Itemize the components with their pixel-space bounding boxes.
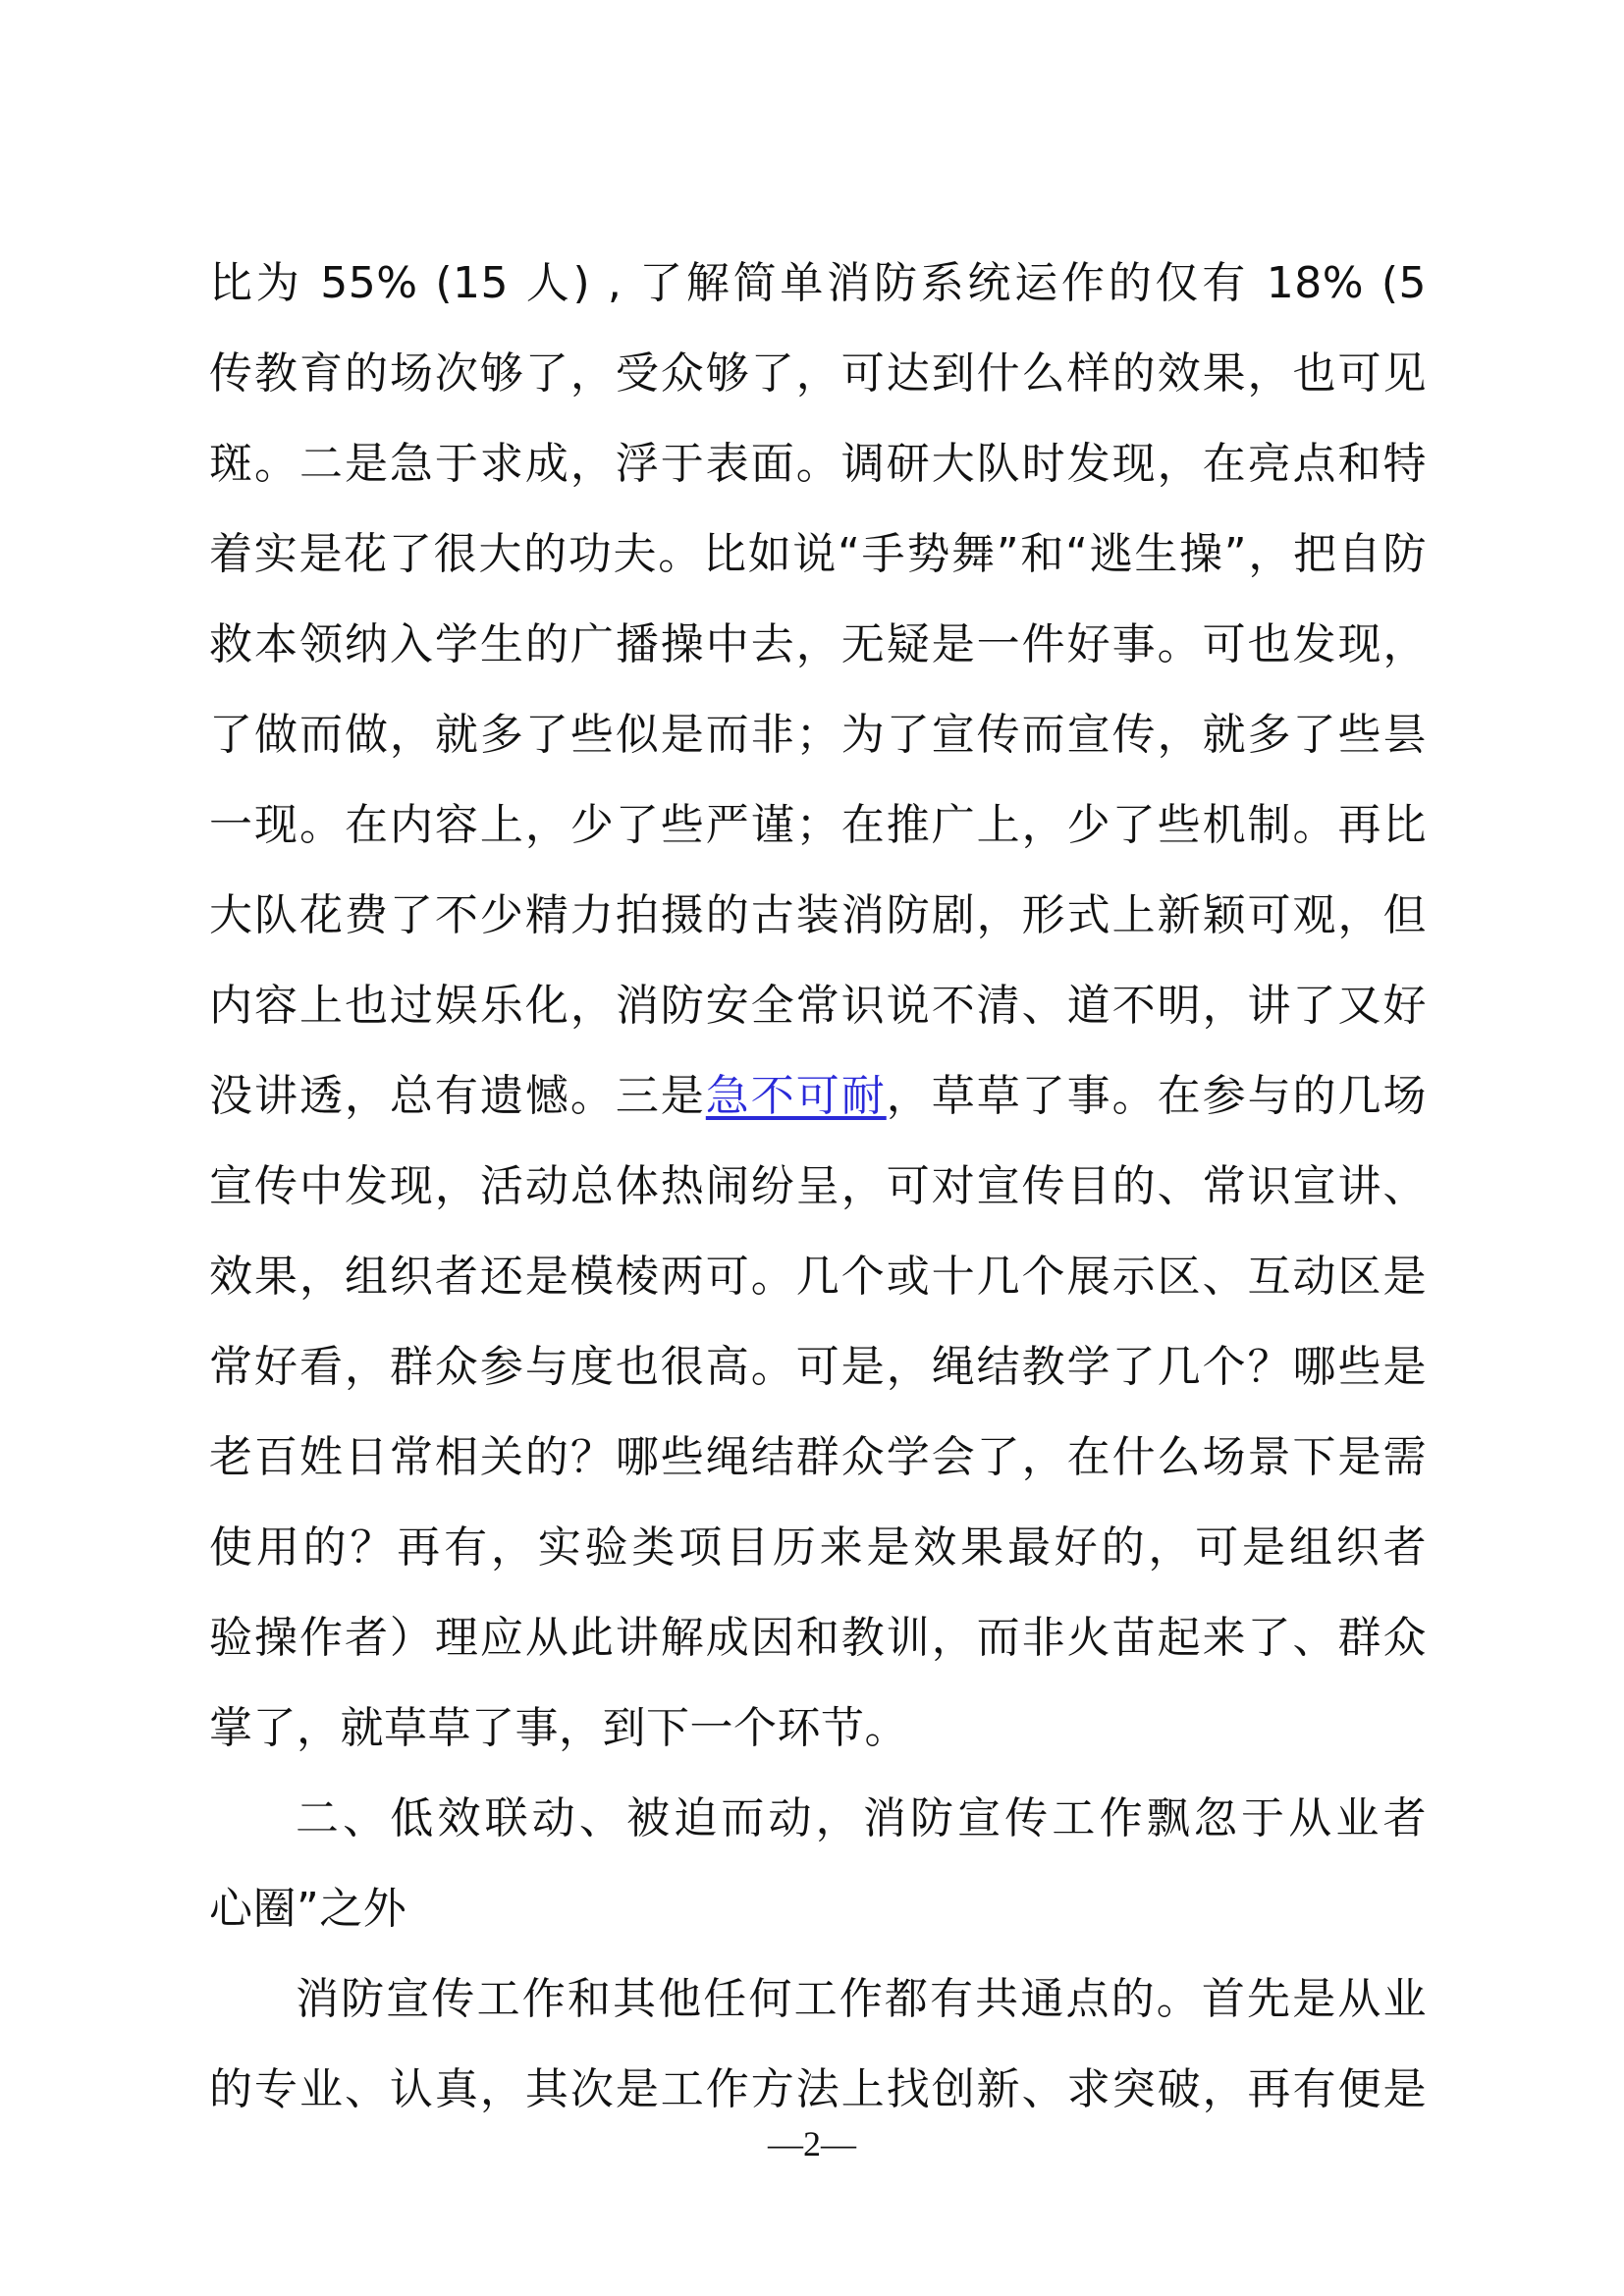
page-number: —2— xyxy=(768,2124,856,2163)
text-line: 常好看，群众参与度也很高。可是，绳结教学了几个？哪些是 xyxy=(209,1342,1427,1392)
idiom-link[interactable]: 急不可耐 xyxy=(705,1071,887,1121)
text-line: 传教育的场次够了，受众够了，可达到什么样的效果，也可见 xyxy=(209,348,1427,399)
text-line: 一现。在内容上，少了些严谨；在推广上，少了些机制。再比 xyxy=(209,800,1427,850)
text-line: 的专业、认真，其次是工作方法上找创新、求突破，再有便是 xyxy=(209,2064,1427,2114)
text-line: 验操作者）理应从此讲解成因和教训，而非火苗起来了、群众 xyxy=(209,1613,1427,1663)
text-line: 宣传中发现，活动总体热闹纷呈，可对宣传目的、常识宣讲、 xyxy=(209,1161,1427,1211)
text-line: 掌了，就草草了事，到下一个环节。 xyxy=(209,1703,908,1753)
section-heading-line: 二、低效联动、被迫而动，消防宣传工作飘忽于从业者 xyxy=(296,1793,1427,1843)
text-segment: ，草草了事。在参与的几场 xyxy=(886,1071,1427,1121)
text-segment: 没讲透，总有遗憾。三是 xyxy=(209,1071,706,1121)
document-body xyxy=(209,239,1427,2135)
text-line: 了做而做，就多了些似是而非；为了宣传而宣传，就多了些昙 xyxy=(209,710,1427,760)
text-line: 使用的？再有，实验类项目历来是效果最好的，可是组织者 xyxy=(209,1522,1427,1573)
text-line: 大队花费了不少精力拍摄的古装消防剧，形式上新颖可观，但 xyxy=(209,890,1427,940)
section-heading-line: 心圈”之外 xyxy=(209,1884,407,1934)
text-line: 比为 55% (15 人) , 了解简单消防系统运作的仅有 18% (5 xyxy=(209,258,1427,308)
text-line: 老百姓日常相关的？哪些绳结群众学会了，在什么场景下是需 xyxy=(209,1432,1427,1482)
text-line: 斑。二是急于求成，浮于表面。调研大队时发现，在亮点和特 xyxy=(209,439,1427,489)
text-line: 效果，组织者还是模棱两可。几个或十几个展示区、互动区是 xyxy=(209,1252,1427,1302)
text-line: 救本领纳入学生的广播操中去，无疑是一件好事。可也发现， xyxy=(209,619,1427,669)
text-line: 内容上也过娱乐化，消防安全常识说不清、道不明，讲了又好 xyxy=(209,981,1427,1031)
text-line: 着实是花了很大的功夫。比如说“手势舞”和“逃生操”，把自防 xyxy=(209,529,1427,579)
text-line: 消防宣传工作和其他任何工作都有共通点的。首先是从业 xyxy=(296,1974,1427,2024)
text-line-with-link xyxy=(209,1051,1427,1142)
